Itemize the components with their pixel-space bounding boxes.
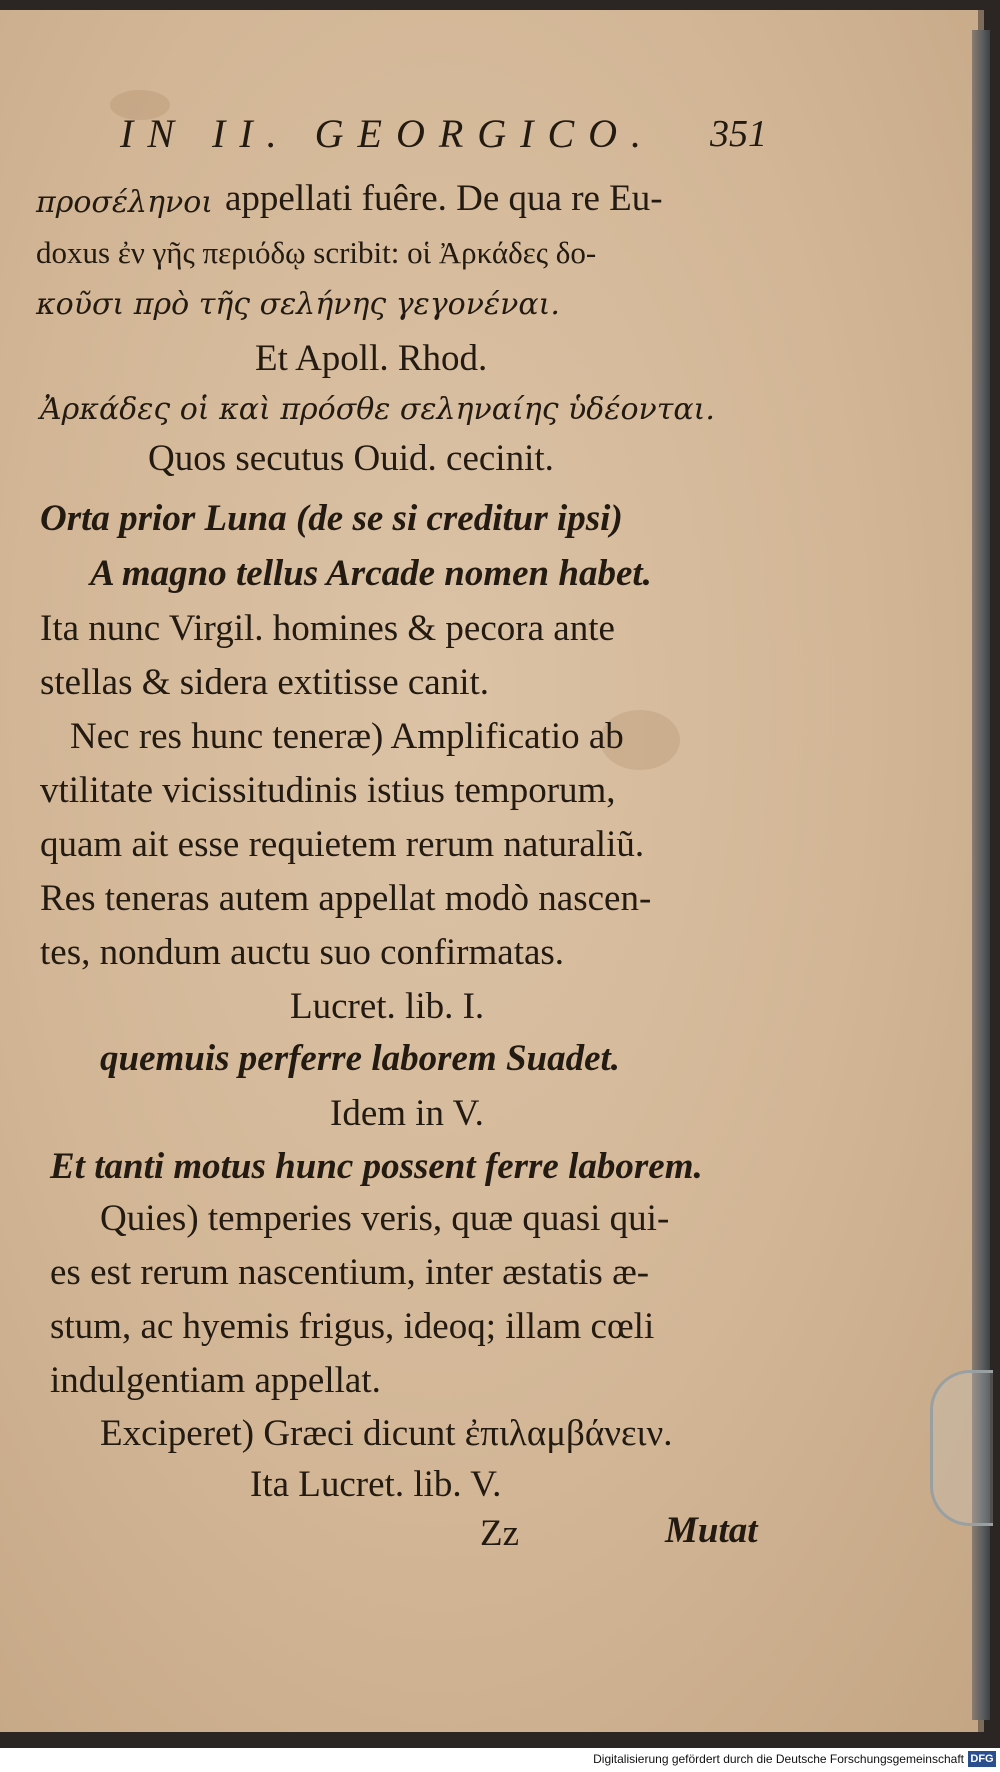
text-line: Idem in V. bbox=[330, 1093, 484, 1134]
text-line: A magno tellus Arcade nomen habet. bbox=[90, 553, 652, 594]
text-line: Res teneras autem appellat modò nascen- bbox=[40, 878, 652, 919]
text-line: Quies) temperies veris, quæ quasi qui- bbox=[100, 1198, 670, 1239]
text-line: Lucret. lib. I. bbox=[290, 986, 485, 1027]
catchword: Mutat bbox=[665, 1510, 758, 1551]
text-line: stellas & sidera extitisse canit. bbox=[40, 662, 490, 703]
text-line: quemuis perferre laborem Suadet. bbox=[100, 1038, 621, 1079]
text-line: Ἀρκάδες οἱ καὶ πρόσθε σεληναίης ὑδέονται. bbox=[40, 392, 715, 427]
text-line: προσέληνοι bbox=[36, 185, 214, 220]
text-line: κοῦσι πρὸ τῆς σελήνης γεγονέναι. bbox=[36, 287, 560, 322]
text-line: Ita Lucret. lib. V. bbox=[250, 1464, 502, 1505]
page-number: 351 bbox=[710, 113, 767, 155]
text-line: es est rerum nascentium, inter æstatis æ- bbox=[50, 1252, 650, 1293]
text-line: Orta prior Luna (de se si creditur ipsi) bbox=[40, 498, 623, 539]
text-line: Et tanti motus hunc possent ferre laborem. bbox=[50, 1146, 703, 1187]
running-head: IN II. GEORGICO. bbox=[120, 111, 656, 156]
dfg-logo-icon: DFG bbox=[968, 1751, 996, 1767]
text-line: stum, ac hyemis frigus, ideoq; illam cœli bbox=[50, 1306, 655, 1347]
text-line: indulgentiam appellat. bbox=[50, 1360, 381, 1401]
text-line: tes, nondum auctu suo confirmatas. bbox=[40, 932, 565, 973]
text-line: appellati fuêre. De qua re Eu- bbox=[225, 178, 663, 219]
text-line: Nec res hunc teneræ) Amplificatio ab bbox=[70, 716, 624, 757]
text-line: quam ait esse requietem rerum naturaliũ. bbox=[40, 824, 645, 865]
footer-credit: Digitalisierung gefördert durch die Deutsche Forschungsgemeinschaft bbox=[593, 1752, 964, 1766]
text-line: Quos secutus Ouid. cecinit. bbox=[148, 438, 554, 479]
text-line: vtilitate vicissitudinis istius temporum, bbox=[40, 770, 616, 811]
text-line: doxus ἐν γῆς περιόδῳ scribit: οἱ Ἀρκάδες δο- bbox=[36, 235, 597, 270]
text-line: Exciperet) Græci dicunt ἐπιλαμβάνειν. bbox=[100, 1413, 673, 1454]
text-line: Et Apoll. Rhod. bbox=[255, 338, 488, 379]
signature-mark: Zz bbox=[480, 1513, 520, 1554]
page-clip bbox=[930, 1370, 993, 1526]
text-line: Ita nunc Virgil. homines & pecora ante bbox=[40, 608, 615, 649]
